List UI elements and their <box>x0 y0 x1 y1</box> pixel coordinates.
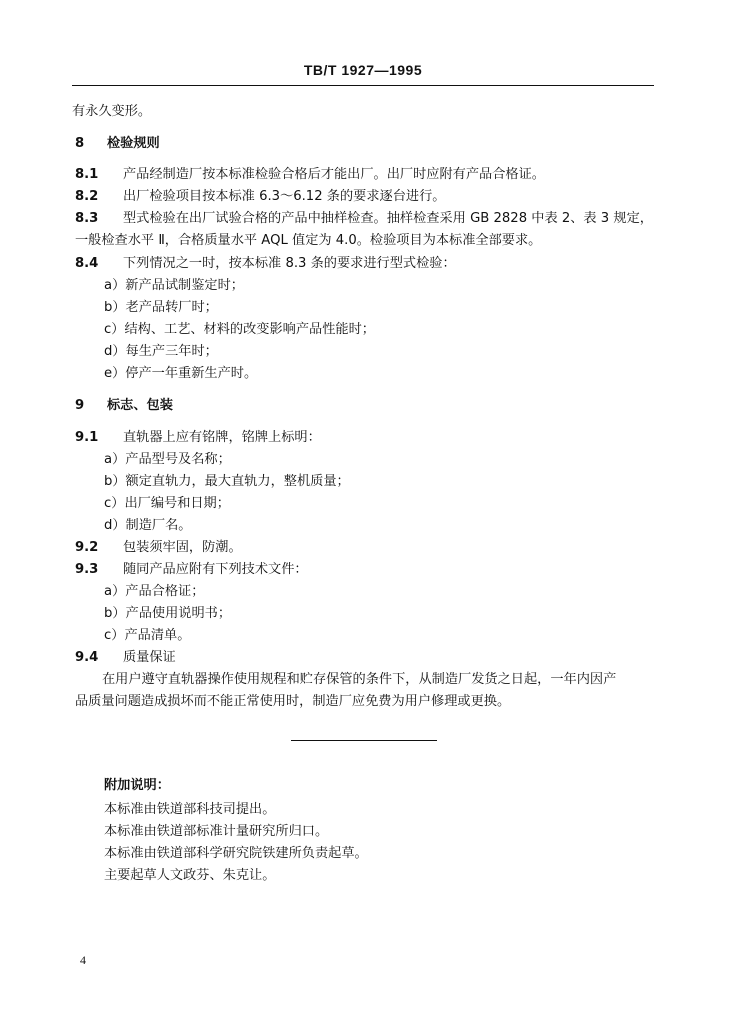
list-item: c）结构、工艺、材料的改变影响产品性能时； <box>104 322 375 337</box>
clause-number: 9.3 <box>75 562 99 577</box>
clause-text: 随同产品应附有下列技术文件： <box>123 562 308 577</box>
clause-text: 包装须牢固，防潮。 <box>123 540 242 555</box>
paragraph-line: 在用户遵守直轨器操作使用规程和贮存保管的条件下，从制造厂发货之日起，一年内因产 <box>102 672 617 687</box>
clause-9-2 <box>75 540 242 556</box>
list-item: c）产品清单。 <box>104 628 191 643</box>
clause-8-3 <box>75 211 653 227</box>
clause-number: 9.2 <box>75 540 99 555</box>
list-item: a）产品型号及名称； <box>104 452 231 467</box>
clause-text: 出厂检验项目按本标准 6.3～6.12 条的要求逐台进行。 <box>123 189 446 204</box>
appendix-line: 本标准由铁道部科技司提出。 <box>104 802 276 817</box>
list-item: e）停产一年重新生产时。 <box>104 366 258 381</box>
page-number: 4 <box>80 953 86 967</box>
clause-8-4 <box>75 256 456 272</box>
clause-8-1 <box>75 167 545 183</box>
clause-number: 8.2 <box>75 189 99 204</box>
clause-number: 9.4 <box>75 650 99 665</box>
clause-8-2 <box>75 189 445 205</box>
clause-9-3 <box>75 562 308 578</box>
standard-number-header: TB/T 1927—1995 <box>303 62 423 78</box>
clause-text: 型式检验在出厂试验合格的产品中抽样检查。抽样检查采用 GB 2828 中表 2、表 3 规定， <box>123 211 653 226</box>
clause-text: 下列情况之一时，按本标准 8.3 条的要求进行型式检验： <box>123 256 456 271</box>
clause-number: 8.3 <box>75 211 99 226</box>
header-rule <box>72 85 654 86</box>
list-item: b）老产品转厂时； <box>104 300 218 315</box>
continued-text: 有永久变形。 <box>72 104 152 119</box>
clause-text: 产品经制造厂按本标准检验合格后才能出厂。出厂时应附有产品合格证。 <box>123 167 545 182</box>
appendix-line: 本标准由铁道部科学研究院铁建所负责起草。 <box>104 846 368 861</box>
list-item: a）产品合格证； <box>104 584 205 599</box>
list-item: d）每生产三年时； <box>104 344 218 359</box>
clause-9-1 <box>75 430 321 446</box>
list-item: a）新产品试制鉴定时； <box>104 278 244 293</box>
list-item: b）额定直轨力，最大直轨力，整机质量； <box>104 474 350 489</box>
clause-8-3-continued: 一般检查水平 Ⅱ，合格质量水平 AQL 值定为 4.0。检验项目为本标准全部要求。 <box>75 233 542 248</box>
section-9-heading <box>75 398 173 414</box>
section-title: 检验规则 <box>107 136 160 151</box>
section-number: 8 <box>75 136 85 151</box>
list-item: d）制造厂名。 <box>104 518 192 533</box>
section-number: 9 <box>75 398 85 413</box>
clause-9-4 <box>75 650 176 666</box>
clause-text: 质量保证 <box>123 650 176 665</box>
appendix-title: 附加说明： <box>104 778 170 793</box>
clause-text: 直轨器上应有铭牌，铭牌上标明： <box>123 430 321 445</box>
appendix-line: 本标准由铁道部标准计量研究所归口。 <box>104 824 329 839</box>
clause-number: 8.1 <box>75 167 99 182</box>
appendix-line: 主要起草人文政芬、朱克让。 <box>104 868 276 883</box>
section-title: 标志、包装 <box>107 398 173 413</box>
list-item: c）出厂编号和日期； <box>104 496 230 511</box>
list-item: b）产品使用说明书； <box>104 606 232 621</box>
separator-rule <box>291 740 437 741</box>
clause-number: 8.4 <box>75 256 99 271</box>
section-8-heading <box>75 136 160 152</box>
paragraph-line: 品质量问题造成损坏而不能正常使用时，制造厂应免费为用户修理或更换。 <box>75 694 511 709</box>
clause-number: 9.1 <box>75 430 99 445</box>
